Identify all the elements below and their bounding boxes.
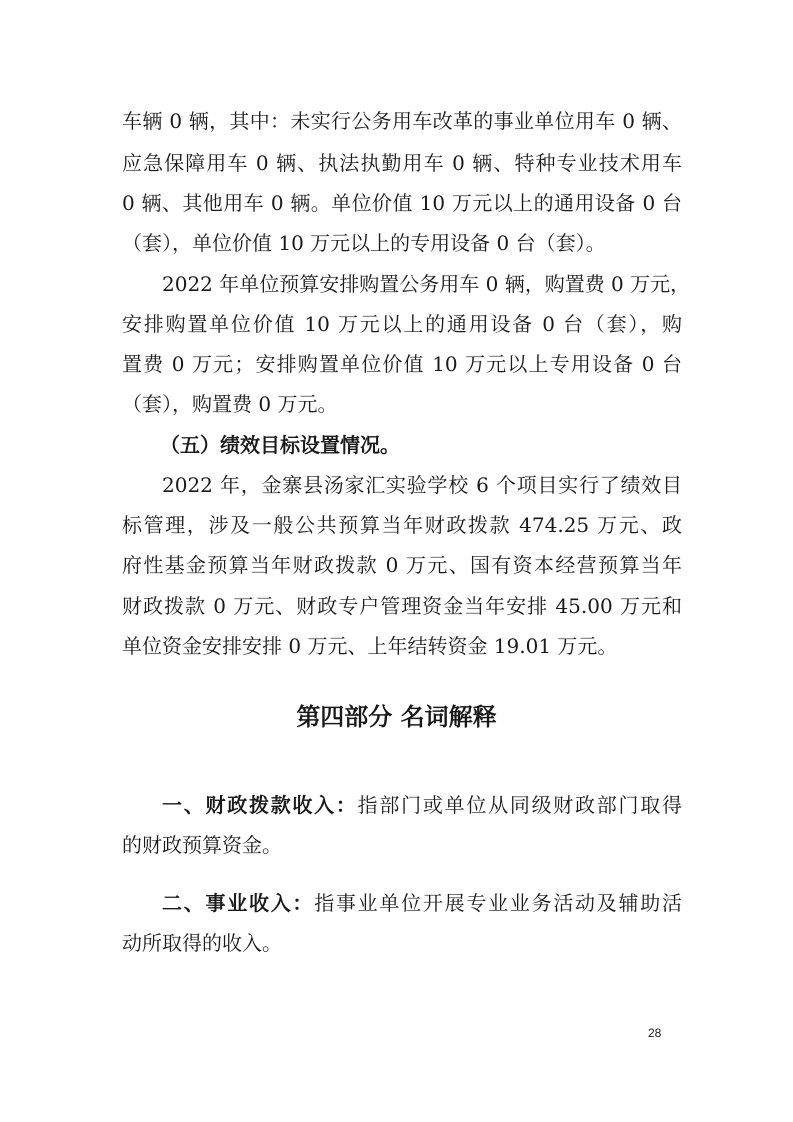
paragraph-line: 安排购置单位价值 10 万元以上的通用设备 0 台（套），购 xyxy=(122,312,682,336)
paragraph-line: 置费 0 万元；安排购置单位价值 10 万元以上专用设备 0 台 xyxy=(122,352,682,376)
paragraph-line: 0 辆、其他用车 0 辆。单位价值 10 万元以上的通用设备 0 台 xyxy=(122,191,682,215)
term-label: 一、财政拨款收入： xyxy=(162,793,358,817)
page-number: 28 xyxy=(648,1026,662,1040)
term-label: 二、事业收入： xyxy=(162,891,315,915)
paragraph-line: 财政拨款 0 万元、财政专户管理资金当年安排 45.00 万元和 xyxy=(122,594,682,618)
paragraph-line: 应急保障用车 0 辆、执法执勤用车 0 辆、特种专业技术用车 xyxy=(122,151,682,175)
paragraph-line: 2022 年单位预算安排购置公务用车 0 辆，购置费 0 万元， xyxy=(162,272,691,296)
section-title: 第四部分 名词解释 xyxy=(296,703,497,731)
term-definition xyxy=(162,793,682,817)
paragraph-line: 单位资金安排安排 0 万元、上年结转资金 19.01 万元。 xyxy=(122,634,618,658)
paragraph-line: （套），购置费 0 万元。 xyxy=(122,392,338,416)
paragraph-line: （套），单位价值 10 万元以上的专用设备 0 台（套）。 xyxy=(122,231,606,255)
term-text: 指事业单位开展专业业务活动及辅助活 xyxy=(314,891,683,915)
paragraph-line: 府性基金预算当年财政拨款 0 万元、国有资本经营预算当年 xyxy=(122,553,682,577)
paragraph-line: 标管理，涉及一般公共预算当年财政拨款 474.25 万元、政 xyxy=(122,513,682,537)
paragraph-line: 车辆 0 辆，其中：未实行公务用车改革的事业单位用车 0 辆、 xyxy=(122,109,682,133)
term-definition xyxy=(162,891,682,915)
paragraph-line: 2022 年，金寨县汤家汇实验学校 6 个项目实行了绩效目 xyxy=(162,473,682,497)
term-text-line: 动所取得的收入。 xyxy=(122,931,282,955)
term-text-line: 的财政预算资金。 xyxy=(122,833,282,857)
subheading: （五）绩效目标设置情况。 xyxy=(160,433,400,457)
term-text: 指部门或单位从同级财政部门取得 xyxy=(357,793,683,817)
